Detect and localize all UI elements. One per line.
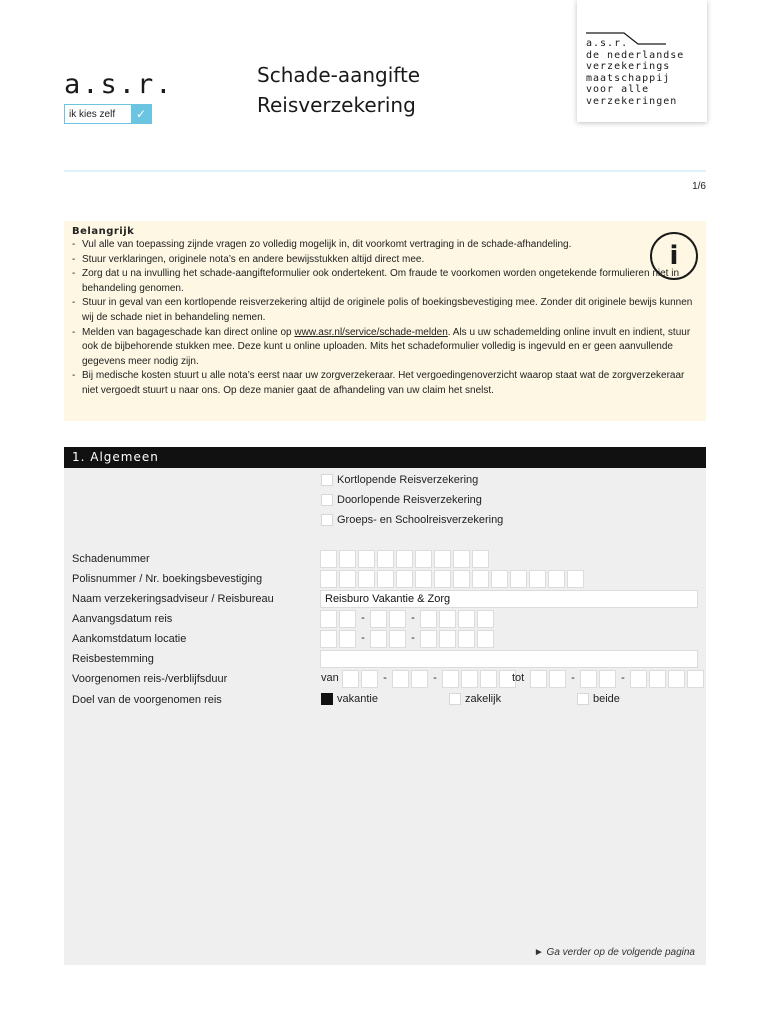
notice-item: - Vul alle van toepassing zijnde vragen zo volledig mogelijk in, dit voorkomt vertraging in de schade-afhandeling.: [72, 238, 697, 253]
char-box[interactable]: [377, 570, 394, 588]
notice-item: - Bij medische kosten stuurt u alle nota’s eerst naar uw zorgverzekeraar. Het vergoedingenoverzicht waarop staat wat de zorgverzekeraar niet vergoedt stuurt u naar ons. Op deze manier gaat de afhandeling van uw claim het snelst.: [72, 369, 697, 398]
checkbox[interactable]: [321, 494, 333, 506]
notice-title: Belangrijk: [72, 226, 135, 237]
char-box[interactable]: [339, 550, 356, 568]
char-box[interactable]: [472, 570, 489, 588]
check-icon: ✓: [131, 105, 151, 123]
field-label: Naam verzekeringsadviseur / Reisbureau: [72, 593, 274, 605]
checkbox[interactable]: [321, 514, 333, 526]
logo-wordmark: a.s.r.: [64, 69, 174, 100]
char-box[interactable]: [630, 670, 647, 688]
char-box[interactable]: [370, 630, 387, 648]
aankomstdatum-input[interactable]: [320, 630, 496, 648]
char-box[interactable]: [420, 630, 437, 648]
page-number: 1/6: [692, 181, 706, 192]
option-groeps[interactable]: [321, 512, 503, 528]
schade-melden-link[interactable]: www.asr.nl/service/schade-melden: [294, 326, 448, 338]
field-label: Polisnummer / Nr. boekingsbevestiging: [72, 573, 263, 585]
option-label: vakantie: [337, 693, 378, 705]
char-box[interactable]: [358, 550, 375, 568]
notice-item: - Stuur verklaringen, originele nota’s en andere bewijsstukken altijd direct mee.: [72, 253, 697, 268]
row-verblijfsduur: [64, 670, 706, 688]
char-box[interactable]: [687, 670, 704, 688]
date-separator: -: [361, 612, 365, 624]
char-box[interactable]: [434, 570, 451, 588]
notice-link-before: Melden van bagageschade kan direct online op: [82, 326, 295, 338]
option-label: zakelijk: [465, 693, 502, 705]
field-label: Voorgenomen reis-/verblijfsduur: [72, 673, 228, 685]
char-box[interactable]: [370, 610, 387, 628]
char-box[interactable]: [480, 670, 497, 688]
char-box[interactable]: [396, 550, 413, 568]
date-separator: -: [571, 672, 575, 684]
char-box[interactable]: [439, 610, 456, 628]
char-box[interactable]: [361, 670, 378, 688]
row-aanvangsdatum: [64, 610, 706, 628]
field-label: Reisbestemming: [72, 653, 154, 665]
char-box[interactable]: [458, 630, 475, 648]
char-box[interactable]: [477, 630, 494, 648]
section-algemeen: [64, 447, 706, 965]
char-box[interactable]: [339, 570, 356, 588]
char-box[interactable]: [453, 570, 470, 588]
checkbox[interactable]: [577, 693, 589, 705]
purpose-zakelijk[interactable]: [449, 691, 501, 707]
row-adviseur: [64, 590, 706, 608]
char-box[interactable]: [320, 610, 337, 628]
aanvangsdatum-input[interactable]: [320, 610, 496, 628]
char-box[interactable]: [358, 570, 375, 588]
logo-tagline-text: ik kies zelf: [69, 108, 116, 120]
company-badge: [577, 0, 707, 122]
char-box[interactable]: [392, 670, 409, 688]
char-box[interactable]: [389, 610, 406, 628]
char-box[interactable]: [567, 570, 584, 588]
char-box[interactable]: [339, 610, 356, 628]
char-box[interactable]: [389, 630, 406, 648]
reisbestemming-input[interactable]: [320, 650, 698, 668]
char-box[interactable]: [599, 670, 616, 688]
adviseur-input[interactable]: Reisburo Vakantie & Zorg: [320, 590, 698, 608]
char-box[interactable]: [434, 550, 451, 568]
char-box[interactable]: [472, 550, 489, 568]
char-box[interactable]: [649, 670, 666, 688]
char-box[interactable]: [320, 570, 337, 588]
document-title-line1: Schade-aangifte: [257, 63, 421, 87]
field-label: Aankomstdatum locatie: [72, 633, 187, 645]
duur-van-input[interactable]: [342, 670, 518, 688]
info-icon: i: [650, 232, 698, 280]
date-separator: -: [621, 672, 625, 684]
char-box[interactable]: [320, 630, 337, 648]
char-box[interactable]: [529, 570, 546, 588]
badge-text: a.s.r. de nederlandse verzekerings maatschappij voor alle verzekeringen: [586, 38, 685, 107]
row-doel: [64, 691, 706, 709]
option-label: Doorlopende Reisverzekering: [337, 494, 482, 506]
char-box[interactable]: [415, 570, 432, 588]
notice-item: - Zorg dat u na invulling het schade-aangifteformulier ook ondertekent. Om fraude te voorkomen worden ongetekende formulieren niet in behandeling genomen.: [72, 267, 697, 296]
option-label: Groeps- en Schoolreisverzekering: [337, 514, 504, 526]
char-box[interactable]: [668, 670, 685, 688]
date-separator: -: [361, 632, 365, 644]
document-title-line2: Reisverzekering: [257, 93, 416, 117]
char-box[interactable]: [549, 670, 566, 688]
date-separator: -: [411, 632, 415, 644]
notice-list: [72, 238, 698, 399]
option-kortlopende[interactable]: [321, 472, 478, 488]
char-box[interactable]: [415, 550, 432, 568]
checkbox[interactable]: [449, 693, 461, 705]
option-label: Kortlopende Reisverzekering: [337, 474, 479, 486]
field-label: Doel van de voorgenomen reis: [72, 694, 222, 706]
notice-item: - Stuur in geval van een kortlopende reisverzekering altijd de originele polis of boekingsbevestiging mee. Zonder dit originele bewijs kunnen wij de schade niet in behandeling nemen.: [72, 296, 697, 325]
from-label: van: [321, 672, 339, 684]
next-page-note: ► Ga verder op de volgende pagina: [533, 947, 695, 958]
to-label: tot: [512, 672, 525, 684]
char-box[interactable]: [339, 630, 356, 648]
char-box[interactable]: [491, 570, 508, 588]
char-box[interactable]: [510, 570, 527, 588]
asr-logo: [64, 70, 174, 124]
checkbox[interactable]: [321, 474, 333, 486]
option-doorlopende[interactable]: [321, 492, 482, 508]
char-box[interactable]: [396, 570, 413, 588]
char-box[interactable]: [442, 670, 459, 688]
row-schadenummer: [64, 550, 706, 568]
char-box[interactable]: [530, 670, 547, 688]
char-box[interactable]: [342, 670, 359, 688]
purpose-vakantie[interactable]: [321, 691, 378, 707]
section-title: 1. Algemeen: [64, 447, 706, 468]
document-title: [257, 60, 420, 120]
char-box[interactable]: [580, 670, 597, 688]
char-box[interactable]: [411, 670, 428, 688]
char-box[interactable]: [477, 610, 494, 628]
option-label: beide: [593, 693, 620, 705]
date-separator: -: [433, 672, 437, 684]
schadenummer-input[interactable]: [320, 550, 491, 568]
char-box[interactable]: [420, 610, 437, 628]
notice-link-after: . Als u uw schademelding online invult en indient, stuur ook de bijbehorende stukken mee. Deze kunt u online uploaden. Mits het schadeformulier volledig is ingevuld en er geen aanvullende gegevens meer nodig zijn.: [82, 326, 691, 367]
important-notice: [64, 221, 706, 421]
field-label: Aanvangsdatum reis: [72, 613, 173, 625]
purpose-beide[interactable]: [577, 691, 620, 707]
char-box[interactable]: [320, 550, 337, 568]
logo-tagline: [64, 104, 152, 124]
header-divider: [64, 170, 706, 172]
date-separator: -: [411, 612, 415, 624]
badge-line-icon: [586, 31, 666, 45]
polisnummer-input[interactable]: [320, 570, 586, 588]
char-box[interactable]: [439, 630, 456, 648]
notice-item-with-link: [72, 326, 697, 370]
char-box[interactable]: [458, 610, 475, 628]
date-separator: -: [383, 672, 387, 684]
duur-tot-input[interactable]: [530, 670, 706, 688]
field-label: Schadenummer: [72, 553, 150, 565]
char-box[interactable]: [548, 570, 565, 588]
char-box[interactable]: [453, 550, 470, 568]
row-polisnummer: [64, 570, 706, 588]
row-reisbestemming: [64, 650, 706, 668]
checkbox-checked[interactable]: [321, 693, 333, 705]
row-aankomstdatum: [64, 630, 706, 648]
char-box[interactable]: [461, 670, 478, 688]
char-box[interactable]: [377, 550, 394, 568]
